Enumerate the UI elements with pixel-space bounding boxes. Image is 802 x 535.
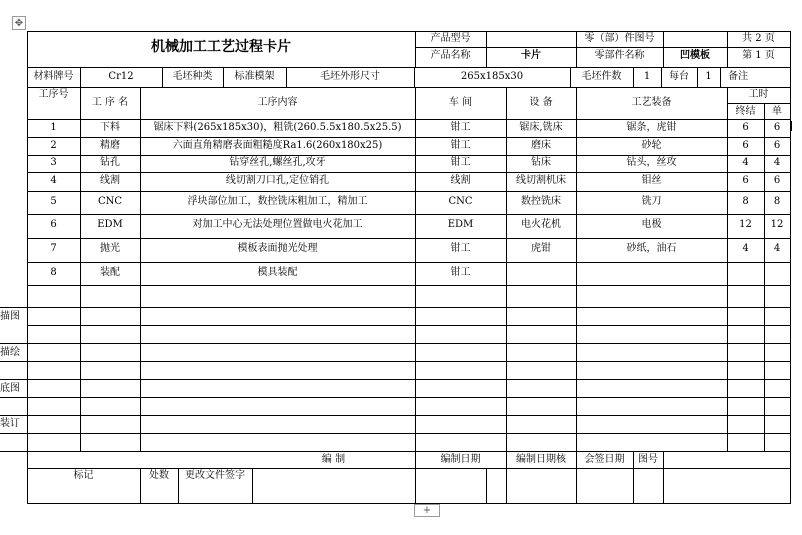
per-unit-value: 1: [705, 71, 712, 82]
grid-line: [0, 415, 791, 416]
grid-line: [27, 137, 791, 138]
row-hours-unit: 6: [773, 175, 781, 186]
row-workshop: 钳工: [450, 122, 471, 133]
row-equipment: 线切割机床: [516, 175, 566, 186]
grid-line: [27, 172, 791, 173]
grid-line: [27, 155, 791, 156]
grid-line: [27, 285, 791, 286]
row-seq: 6: [50, 219, 57, 230]
col-hours-final-header: 终结: [735, 106, 756, 117]
footer-change-doc-sign: 更改文件签字: [185, 470, 245, 481]
remark-label: 备注: [728, 71, 748, 82]
footer-compile-date-check: 编制日期核: [516, 454, 566, 465]
row-workshop: 钳工: [450, 157, 471, 168]
grid-line: [0, 343, 791, 344]
row-hours-unit: 8: [773, 196, 781, 207]
row-hours-unit: 6: [773, 122, 781, 133]
grid-line: [27, 214, 791, 215]
row-tooling: 砂轮: [641, 140, 662, 151]
blank-size-value: 265x185x30: [460, 71, 524, 82]
blank-size-label: 毛坯外形尺寸: [320, 71, 380, 82]
row-tooling: 钻头，丝攻: [626, 157, 677, 168]
row-equipment: 钻床: [531, 157, 551, 168]
grid-line: [0, 451, 791, 452]
row-name: 下料: [100, 122, 120, 133]
row-workshop: 钳工: [450, 140, 471, 151]
footer-count: 处数: [149, 470, 169, 481]
footer-compile: 编 制: [321, 454, 346, 465]
product-name-label: 产品名称: [430, 50, 471, 61]
row-seq: 7: [50, 243, 57, 254]
side-label-base: 底图: [0, 383, 20, 394]
grid-line: [0, 379, 791, 380]
add-row-button[interactable]: +: [414, 504, 440, 517]
card-title: 机械加工工艺过程卡片: [151, 39, 291, 55]
row-hours-final: 6: [742, 122, 749, 133]
grid-line: [252, 468, 253, 503]
row-equipment: 数控铣床: [521, 196, 561, 207]
row-content: 钻穿丝孔,螺丝孔,攻牙: [229, 157, 326, 168]
table-move-handle-icon[interactable]: ✥: [12, 16, 26, 30]
grid-line: [720, 67, 721, 87]
row-tooling: 锯条，虎钳: [626, 122, 677, 133]
footer-drawing-no: 图号: [638, 454, 658, 465]
row-equipment: 磨床: [531, 140, 551, 151]
footer-countersign-date: 会签日期: [584, 454, 625, 465]
row-seq: 4: [50, 175, 57, 186]
footer-mark: 标记: [73, 470, 94, 481]
grid-line: [486, 468, 487, 503]
col-tooling-header: 工艺装备: [631, 97, 672, 108]
row-name: CNC: [97, 196, 123, 207]
side-label-trace: 描图: [0, 311, 20, 322]
col-workshop-header: 车 间: [448, 97, 473, 108]
row-tooling: 铣刀: [641, 196, 662, 207]
row-name: 抛光: [100, 243, 120, 254]
row-tooling: 钼丝: [641, 175, 662, 186]
row-name: 钻孔: [100, 157, 120, 168]
blank-type-value: 标准模架: [234, 71, 275, 82]
grid-line: [0, 307, 791, 308]
row-content: 浮块部位加工，数控铣床粗加工，精加工: [187, 196, 368, 207]
side-label-binding: 装订: [0, 418, 20, 429]
grid-line: [27, 67, 791, 68]
row-hours-unit: 4: [773, 157, 781, 168]
row-workshop: CNC: [448, 196, 473, 207]
row-workshop: EDM: [447, 219, 474, 230]
row-name: EDM: [97, 219, 123, 230]
grid-line: [27, 191, 791, 192]
grid-line: [27, 468, 791, 469]
row-seq: 5: [50, 196, 57, 207]
per-unit-label: 每台: [669, 71, 689, 82]
footer-compile-date: 编制日期: [440, 454, 481, 465]
row-tooling: 电极: [641, 219, 662, 230]
total-pages: 共 2 页: [742, 33, 775, 44]
row-hours-final: 6: [742, 140, 749, 151]
col-equipment-header: 设 备: [529, 97, 553, 108]
grid-line: [27, 503, 791, 504]
blank-count-value: 1: [643, 71, 651, 82]
grid-line: [0, 397, 791, 398]
row-seq: 2: [50, 140, 57, 151]
row-seq: 3: [50, 157, 57, 168]
grid-line: [27, 238, 791, 239]
grid-line: [415, 47, 791, 48]
row-equipment: 虎钳: [531, 243, 551, 254]
blank-type-label: 毛坯种类: [172, 71, 213, 82]
part-name-value: 凹模板: [680, 50, 710, 61]
row-name: 装配: [100, 267, 120, 278]
material-label: 材料牌号: [33, 71, 74, 82]
grid-line: [663, 451, 664, 503]
col-content-header: 工序内容: [257, 97, 298, 108]
row-content: 六面直角精磨表面粗糙度Ra1.6(260x180x25): [172, 140, 383, 151]
product-name-value: 卡片: [521, 50, 541, 61]
part-drawing-label: 零（部）件图号: [584, 33, 655, 44]
grid-line: [0, 433, 791, 434]
row-equipment: 锯床,铣床: [519, 122, 563, 133]
col-hours-header: 工时: [748, 89, 769, 100]
grid-line: [27, 325, 791, 326]
row-hours-unit: 12: [770, 219, 784, 230]
grid-line: [727, 103, 791, 104]
row-workshop: 钳工: [450, 243, 471, 254]
page-number: 第 1 页: [742, 50, 775, 61]
product-model-label: 产品型号: [430, 33, 471, 44]
row-hours-final: 4: [742, 157, 749, 168]
row-hours-unit: 4: [773, 243, 781, 254]
row-content: 线切割刀口孔,定位销孔: [225, 175, 330, 186]
blank-count-label: 毛坯件数: [581, 71, 622, 82]
row-tooling: 砂纸，油石: [626, 243, 677, 254]
grid-line: [27, 119, 791, 120]
grid-line: [27, 31, 791, 32]
row-seq: 1: [50, 122, 57, 133]
row-workshop: 钳工: [450, 267, 471, 278]
row-content: 对加工中心无法处理位置做电火花加工: [192, 219, 363, 230]
grid-line: [790, 31, 791, 504]
row-content: 锯床下料(265x185x30)，粗铣(260.5.5x180.5x25.5): [153, 122, 402, 133]
col-hours-unit-header: 单: [772, 106, 782, 117]
col-name-header: 工 序 名: [91, 97, 129, 108]
col-seq-header: 工序号: [38, 89, 69, 100]
row-hours-final: 8: [742, 196, 749, 207]
grid-line: [764, 103, 765, 451]
grid-line: [27, 87, 791, 88]
row-name: 精磨: [100, 140, 120, 151]
row-content: 模具装配: [257, 267, 298, 278]
row-seq: 8: [50, 267, 57, 278]
row-equipment: 电火花机: [521, 219, 561, 230]
row-workshop: 线割: [450, 175, 471, 186]
grid-line: [0, 361, 791, 362]
row-hours-final: 6: [742, 175, 749, 186]
row-hours-final: 4: [742, 243, 749, 254]
material-value: Cr12: [108, 71, 134, 82]
grid-line: [27, 262, 791, 263]
row-content: 模板表面抛光处理: [237, 243, 318, 254]
row-hours-unit: 6: [773, 140, 781, 151]
part-name-label: 零部件名称: [594, 50, 645, 61]
side-label-draw: 描绘: [0, 347, 20, 358]
row-name: 线割: [100, 175, 120, 186]
row-hours-final: 12: [739, 219, 752, 230]
